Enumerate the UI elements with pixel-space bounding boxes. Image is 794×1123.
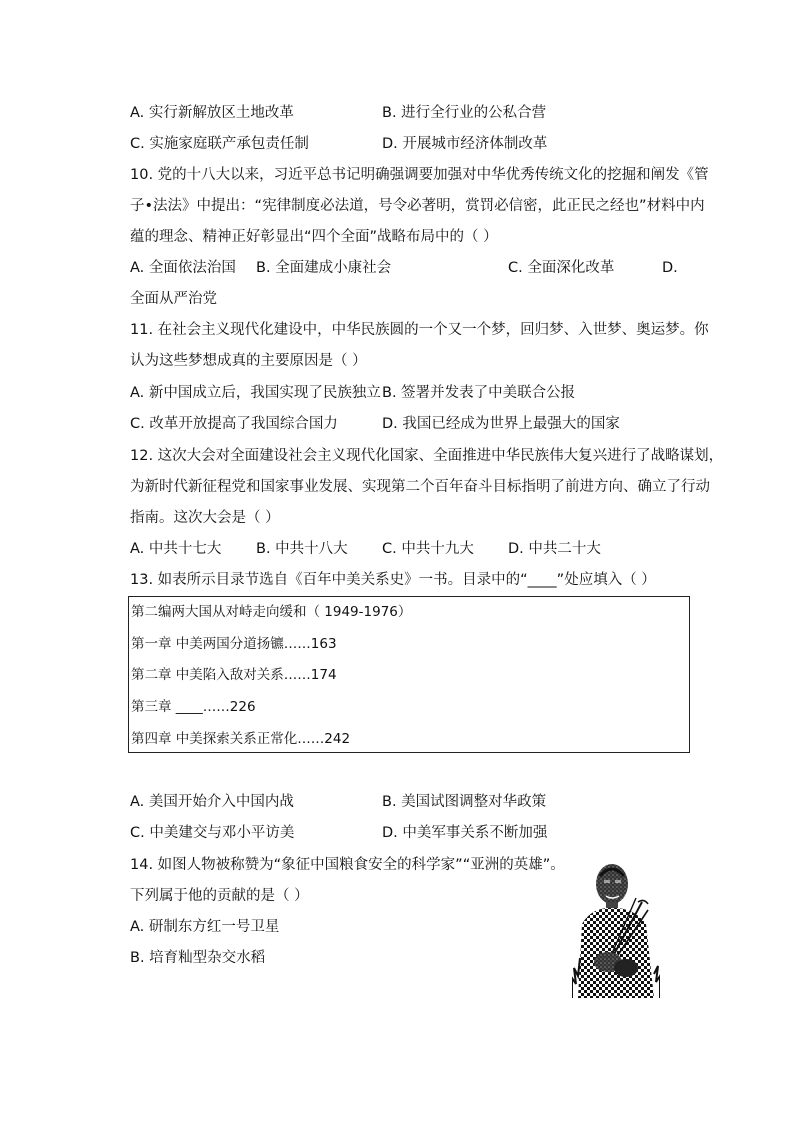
- q13-option-d: D. 中美军事关系不断加强: [382, 825, 548, 841]
- q11-stem-line-1: 11. 在社会主义现代化建设中，中华民族圆的一个又一个梦，回归梦、入世梦、奥运梦。你: [130, 322, 709, 338]
- q10-stem-line-2: 子•法法》中提出：“宪律制度必法道，号令必著明，赏罚必信密，此正民之经也”材料中内: [130, 198, 705, 214]
- q14-stem-line-1: 14. 如图人物被称赞为“象征中国粮食安全的科学家”“亚洲的英雄”。: [130, 857, 565, 873]
- q10-stem-line-1: 10. 党的十八大以来，习近平总书记明确强调要加强对中华优秀传统文化的挖掘和阐发《管: [130, 167, 709, 183]
- q13-option-c: C. 中美建交与邓小平访美: [130, 825, 295, 841]
- table-of-contents-box: [128, 596, 690, 753]
- q13-stem-line-1: 13. 如表所示目录节选自《百年中美关系史》一书。目录中的“____”处应填入（ ）: [130, 572, 656, 588]
- q13-option-a: A. 美国开始介入中国内战: [130, 794, 294, 810]
- q14-option-b: B. 培育籼型杂交水稻: [130, 950, 266, 966]
- toc-line: 第四章 中美探索关系正常化……242: [131, 731, 351, 747]
- q10-option-a: A. 全面依法治国: [130, 260, 236, 276]
- q9-option-c: C. 实施家庭联产承包责任制: [130, 136, 309, 152]
- toc-line: 第二章 中美陷入敌对关系……174: [131, 667, 337, 683]
- q12-stem-line-2: 为新时代新征程党和国家事业发展、实现第二个百年奋斗目标指明了前进方向、确立了行动: [130, 479, 710, 495]
- q10-option-d-label: D.: [662, 260, 678, 276]
- q12-option-a: A. 中共十七大: [130, 541, 222, 557]
- q14-stem-line-2: 下列属于他的贡献的是（ ）: [130, 888, 309, 904]
- toc-line: 第二编两大国从对峙走向缓和（ 1949-1976）: [131, 604, 412, 620]
- toc-line: 第一章 中美两国分道扬镳……163: [131, 636, 337, 652]
- q12-option-c: C. 中共十九大: [382, 541, 474, 557]
- q10-option-b: B. 全面建成小康社会: [256, 260, 392, 276]
- q10-stem-line-3: 蕴的理念、精神正好彰显出“四个全面”战略布局中的（ ）: [130, 229, 498, 245]
- q9-option-d: D. 开展城市经济体制改革: [382, 136, 548, 152]
- q12-stem-line-3: 指南。这次大会是（ ）: [130, 510, 280, 526]
- q11-stem-line-2: 认为这些梦想成真的主要原因是（ ）: [130, 353, 367, 369]
- q11-option-a: A. 新中国成立后，我国实现了民族独立: [130, 385, 381, 401]
- toc-line: 第三章 ____……226: [131, 699, 256, 715]
- q11-option-b: B. 签署并发表了中美联合公报: [382, 385, 576, 401]
- q9-option-b: B. 进行全行业的公私合营: [382, 105, 547, 121]
- q11-option-c: C. 改革开放提高了我国综合国力: [130, 416, 338, 432]
- q12-option-b: B. 中共十八大: [256, 541, 348, 557]
- q10-option-c: C. 全面深化改革: [508, 260, 615, 276]
- q14-option-a: A. 研制东方红一号卫星: [130, 919, 280, 935]
- q12-stem-line-1: 12. 这次大会对全面建设社会主义现代化国家、全面推进中华民族伟大复兴进行了战略谋划，: [130, 448, 724, 464]
- portrait-photo: [572, 858, 660, 998]
- q12-option-d: D. 中共二十大: [508, 541, 601, 557]
- q10-option-d-text: 全面从严治党: [130, 291, 217, 307]
- q9-option-a: A. 实行新解放区土地改革: [130, 105, 294, 121]
- q13-option-b: B. 美国试图调整对华政策: [382, 794, 547, 810]
- q11-option-d: D. 我国已经成为世界上最强大的国家: [382, 416, 620, 432]
